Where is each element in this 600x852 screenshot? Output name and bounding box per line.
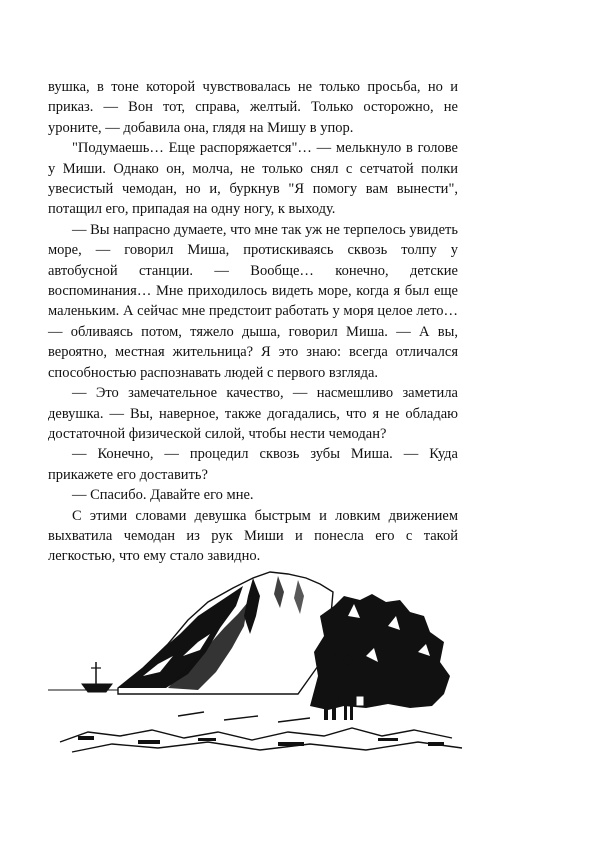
paragraph-7: С этими словами девушка быстрым и ловким движением выхватила чемодан из рук Миши и понесла его с такой легкостью, что ему стало завидно. xyxy=(48,507,458,565)
paragraph-5: — Конечно, — процедил сквозь зубы Миша. — Куда прикажете его доставить? xyxy=(48,446,458,483)
mountain-shape xyxy=(118,572,333,694)
paragraph-6: — Спасибо. Давайте его мне. xyxy=(72,487,254,504)
body-text xyxy=(48,77,458,567)
paragraph-3: — Вы напрасно думаете, что мне так уж не терпелось увидеть море, — говорил Миша, протискиваясь сквозь толпу у автобусной станции. — Вообще… конечно, детские воспоминания… Мне приходилось видеть море, когда я был еще маленьким. А сейчас мне предстоит работать у моря целое лето… — обливаясь потом, тяжело дыша, говорил Миша. — А вы, вероятно, местная жительница? Я это знаю: всегда отличался способностью распознавать людей с первого взгляда. xyxy=(48,221,458,381)
boat-icon xyxy=(82,662,112,692)
paragraph-2: "Подумаешь… Еще распоряжается"… — мелькнуло в голове у Миши. Однако он, молча, не только снял с сетчатой полки увесистый чемодан, но и, буркнув "Я помогу вам вынести", потащил его, припадая на одну ногу, к выходу. xyxy=(48,140,458,218)
paragraph-1: вушка, в тоне которой чувствовалась не только просьба, но и приказ. — Вон тот, справа, желтый. Только осторожно, не уроните, — добавила она, глядя на Мишу в упор. xyxy=(48,79,458,136)
seaside-sketch-illustration xyxy=(48,556,468,756)
paragraph-4: — Это замечательное качество, — насмешливо заметила девушка. — Вы, наверное, также догадались, что я не обладаю достаточной физической силой, чтобы нести чемодан? xyxy=(48,385,458,442)
foreground-ground xyxy=(60,712,462,752)
